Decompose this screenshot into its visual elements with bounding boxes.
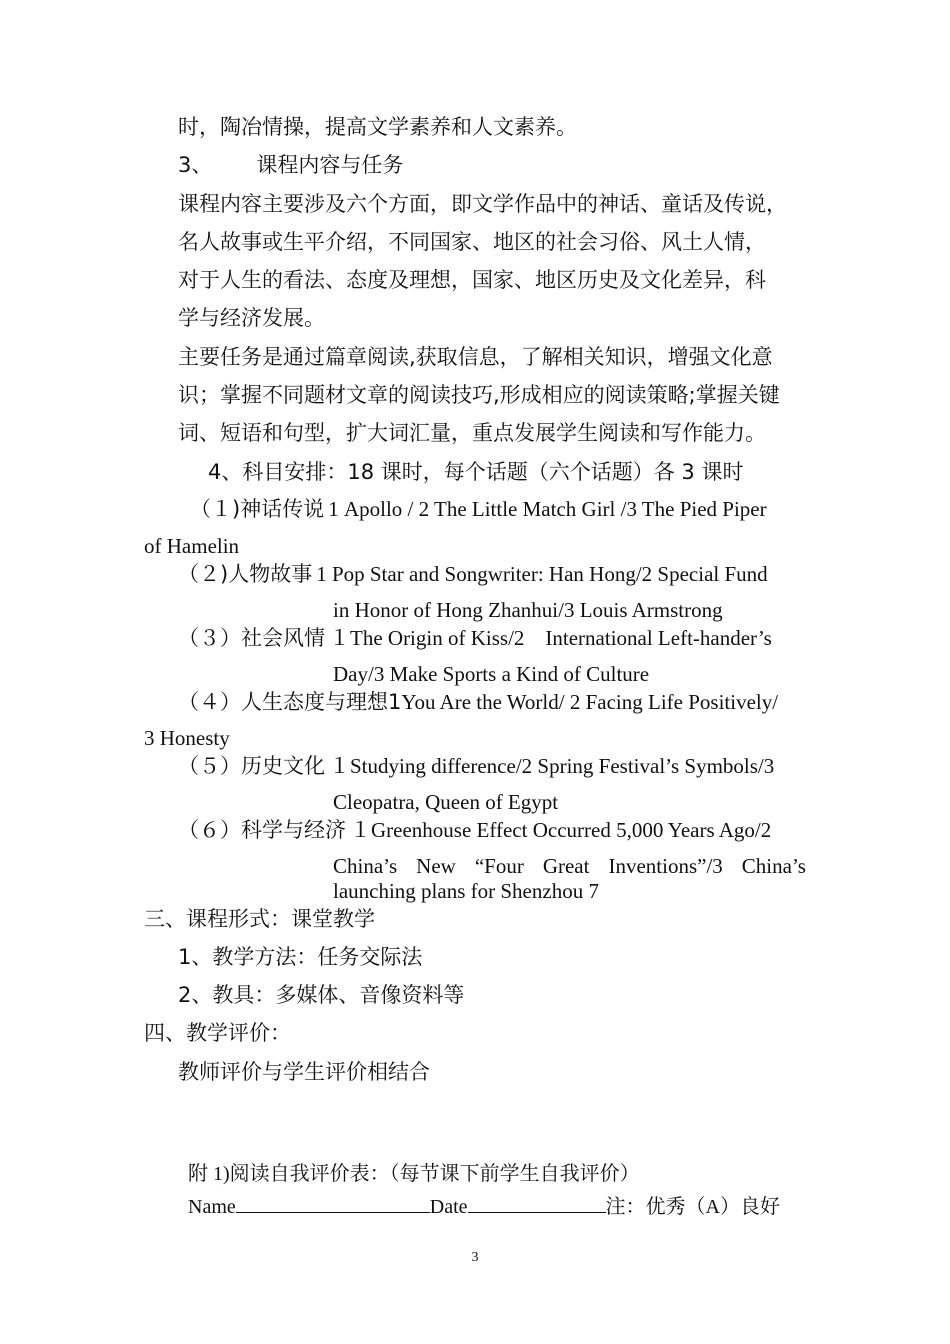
topic-2-label: （２)人物故事 <box>178 562 313 586</box>
content-line-2: 名人故事或生平介绍，不同国家、地区的社会习俗、风土人情， <box>178 230 766 254</box>
content-line-4: 学与经济发展。 <box>178 306 325 330</box>
topic-1-line1: 1 Apollo / 2 The Little Match Girl /3 The Pied Piper <box>328 497 767 521</box>
topic-6-line1: Greenhouse Effect Occurred 5,000 Years Ago/2 <box>371 818 772 842</box>
part3-item-2: 2、教具：多媒体、音像资料等 <box>178 983 465 1007</box>
topic-1-line2: of Hamelin <box>144 534 240 558</box>
content-line-1: 课程内容主要涉及六个方面，即文学作品中的神话、童话及传说， <box>178 192 787 216</box>
topic-5-label: （５）历史文化 <box>178 754 325 778</box>
topic-2-line2: in Honor of Hong Zhanhui/3 Louis Armstrong <box>333 598 723 622</box>
content-line-3: 对于人生的看法、态度及理想，国家、地区历史及文化差异，科 <box>178 268 766 292</box>
section3-heading <box>178 150 403 180</box>
topic-3-number: １ <box>329 626 350 650</box>
part4-heading: 四、教学评价： <box>144 1021 291 1045</box>
name-label: Name <box>188 1196 236 1218</box>
page-number: 3 <box>471 1250 479 1265</box>
topic-6-word: China’s <box>741 854 806 878</box>
task-line-3: 词、短语和句型，扩大词汇量，重点发展学生阅读和写作能力。 <box>178 421 766 445</box>
topic-6-number: １ <box>350 818 371 842</box>
topic-6-line3: launching plans for Shenzhou 7 <box>333 879 599 903</box>
section3-title: 课程内容与任务 <box>256 153 404 177</box>
topic-6-word: New <box>416 854 456 878</box>
task-line-2: 识；掌握不同题材文章的阅读技巧,形成相应的阅读策略;掌握关键 <box>178 383 780 407</box>
topic-3-label: （３）社会风情 <box>178 626 325 650</box>
topic-6-word: China’s <box>333 854 398 878</box>
topic-3-line2: Day/3 Make Sports a Kind of Culture <box>333 662 650 686</box>
intro-line: 时，陶冶情操，提高文学素养和人文素养。 <box>178 115 577 139</box>
topic-3-line1: The Origin of Kiss/2 International Left-hander’s <box>350 626 772 650</box>
topic-6-word: “Four <box>474 854 524 878</box>
topic-1-label: （１)神话传说 <box>190 497 325 521</box>
topic-6 <box>178 815 771 848</box>
topic-5-number: １ <box>329 754 350 778</box>
date-label: Date <box>429 1196 468 1218</box>
topic-5-line2: Cleopatra, Queen of Egypt <box>333 790 559 814</box>
section4-heading: 4、科目安排：18 课时，每个话题（六个话题）各 3 课时 <box>208 460 744 484</box>
topic-1 <box>190 494 767 527</box>
topic-4-label: （４）人生态度与理想 <box>178 690 388 714</box>
topic-2-line1: 1 Pop Star and Songwriter: Han Hong/2 Special Fund <box>316 562 768 586</box>
part3-item-1: 1、教学方法：任务交际法 <box>178 945 423 969</box>
topic-4-number: 1 <box>388 690 402 714</box>
topic-2 <box>178 559 768 592</box>
grade-note: 注：优秀（A）良好 <box>605 1196 780 1218</box>
section3-number: 3、 <box>178 153 213 177</box>
name-blank[interactable] <box>236 1190 430 1213</box>
appendix-form-row <box>188 1190 780 1222</box>
topic-6-label: （６）科学与经济 <box>178 818 346 842</box>
topic-3 <box>178 623 772 656</box>
date-blank[interactable] <box>468 1190 606 1213</box>
topic-6-word: Inventions”/3 <box>608 854 723 878</box>
part3-heading: 三、课程形式：课堂教学 <box>144 907 375 931</box>
topic-6-word: Great <box>542 854 590 878</box>
topic-4-line1: You Are the World/ 2 Facing Life Positively/ <box>401 690 779 714</box>
topic-5 <box>178 751 774 784</box>
topic-5-line1: Studying difference/2 Spring Festival’s Symbols/3 <box>350 754 775 778</box>
topic-4 <box>178 687 778 720</box>
task-line-1: 主要任务是通过篇章阅读,获取信息，了解相关知识，增强文化意 <box>178 345 773 369</box>
appendix-title: 附 1)阅读自我评价表：（每节课下前学生自我评价） <box>188 1163 640 1185</box>
topic-4-line2: 3 Honesty <box>144 726 230 750</box>
part4-text: 教师评价与学生评价相结合 <box>178 1060 430 1084</box>
